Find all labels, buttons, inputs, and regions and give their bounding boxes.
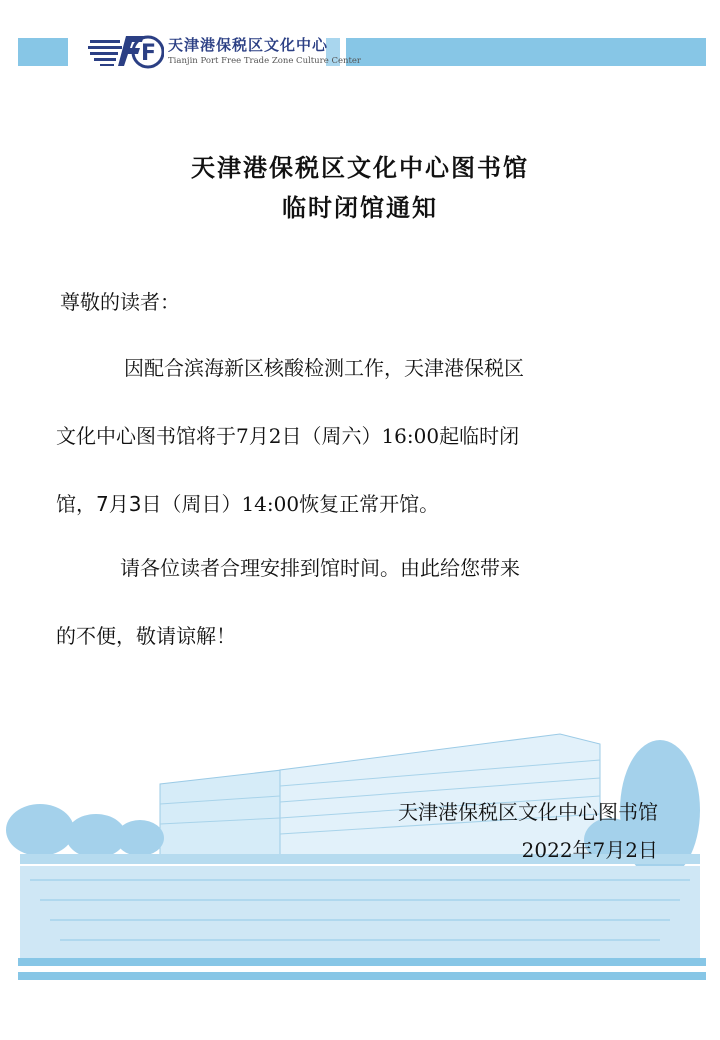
p1-line-2 (56, 420, 519, 449)
header-bar-right (346, 38, 706, 66)
p1-line-2-text-d: 起临时闭 (439, 424, 520, 448)
signature-organization: 天津港保税区文化中心图书馆 (398, 800, 658, 824)
notice-title-line2: 临时闭馆通知 (282, 194, 438, 222)
p1-line-3-text-c: 恢复正常开馆。 (299, 492, 440, 516)
footer-bar-1 (18, 958, 706, 966)
p1-line-3-text-a: 馆，7月3日（周日） (56, 492, 242, 516)
salutation: 尊敬的读者： (60, 290, 180, 314)
p1-line-2-text-a: 文化中心图书馆将于 (56, 424, 236, 448)
logo-icon (88, 30, 164, 70)
p2-line-2: 的不便，敬请谅解！ (56, 624, 236, 648)
header-bar-left (18, 38, 68, 66)
p2-line-1: 请各位读者合理安排到馆时间。由此给您带来 (120, 556, 520, 580)
footer-bar-2 (18, 972, 706, 980)
logo-letter: F (141, 41, 157, 66)
p1-line-2-time: 16:00 (381, 424, 440, 448)
p1-line-1: 因配合滨海新区核酸检测工作，天津港保税区 (124, 356, 524, 380)
p1-line-3-time: 14:00 (241, 492, 300, 516)
logo-english-name: Tianjin Port Free Trade Zone Culture Center (168, 56, 361, 66)
p1-line-3 (56, 488, 439, 517)
signature-date: 2022年7月2日 (521, 838, 658, 862)
p1-line-2-date: 7月2日（周六） (236, 424, 382, 448)
logo-name: 天津港保税区文化中心 (168, 36, 329, 54)
notice-title-line1: 天津港保税区文化中心图书馆 (191, 154, 529, 182)
